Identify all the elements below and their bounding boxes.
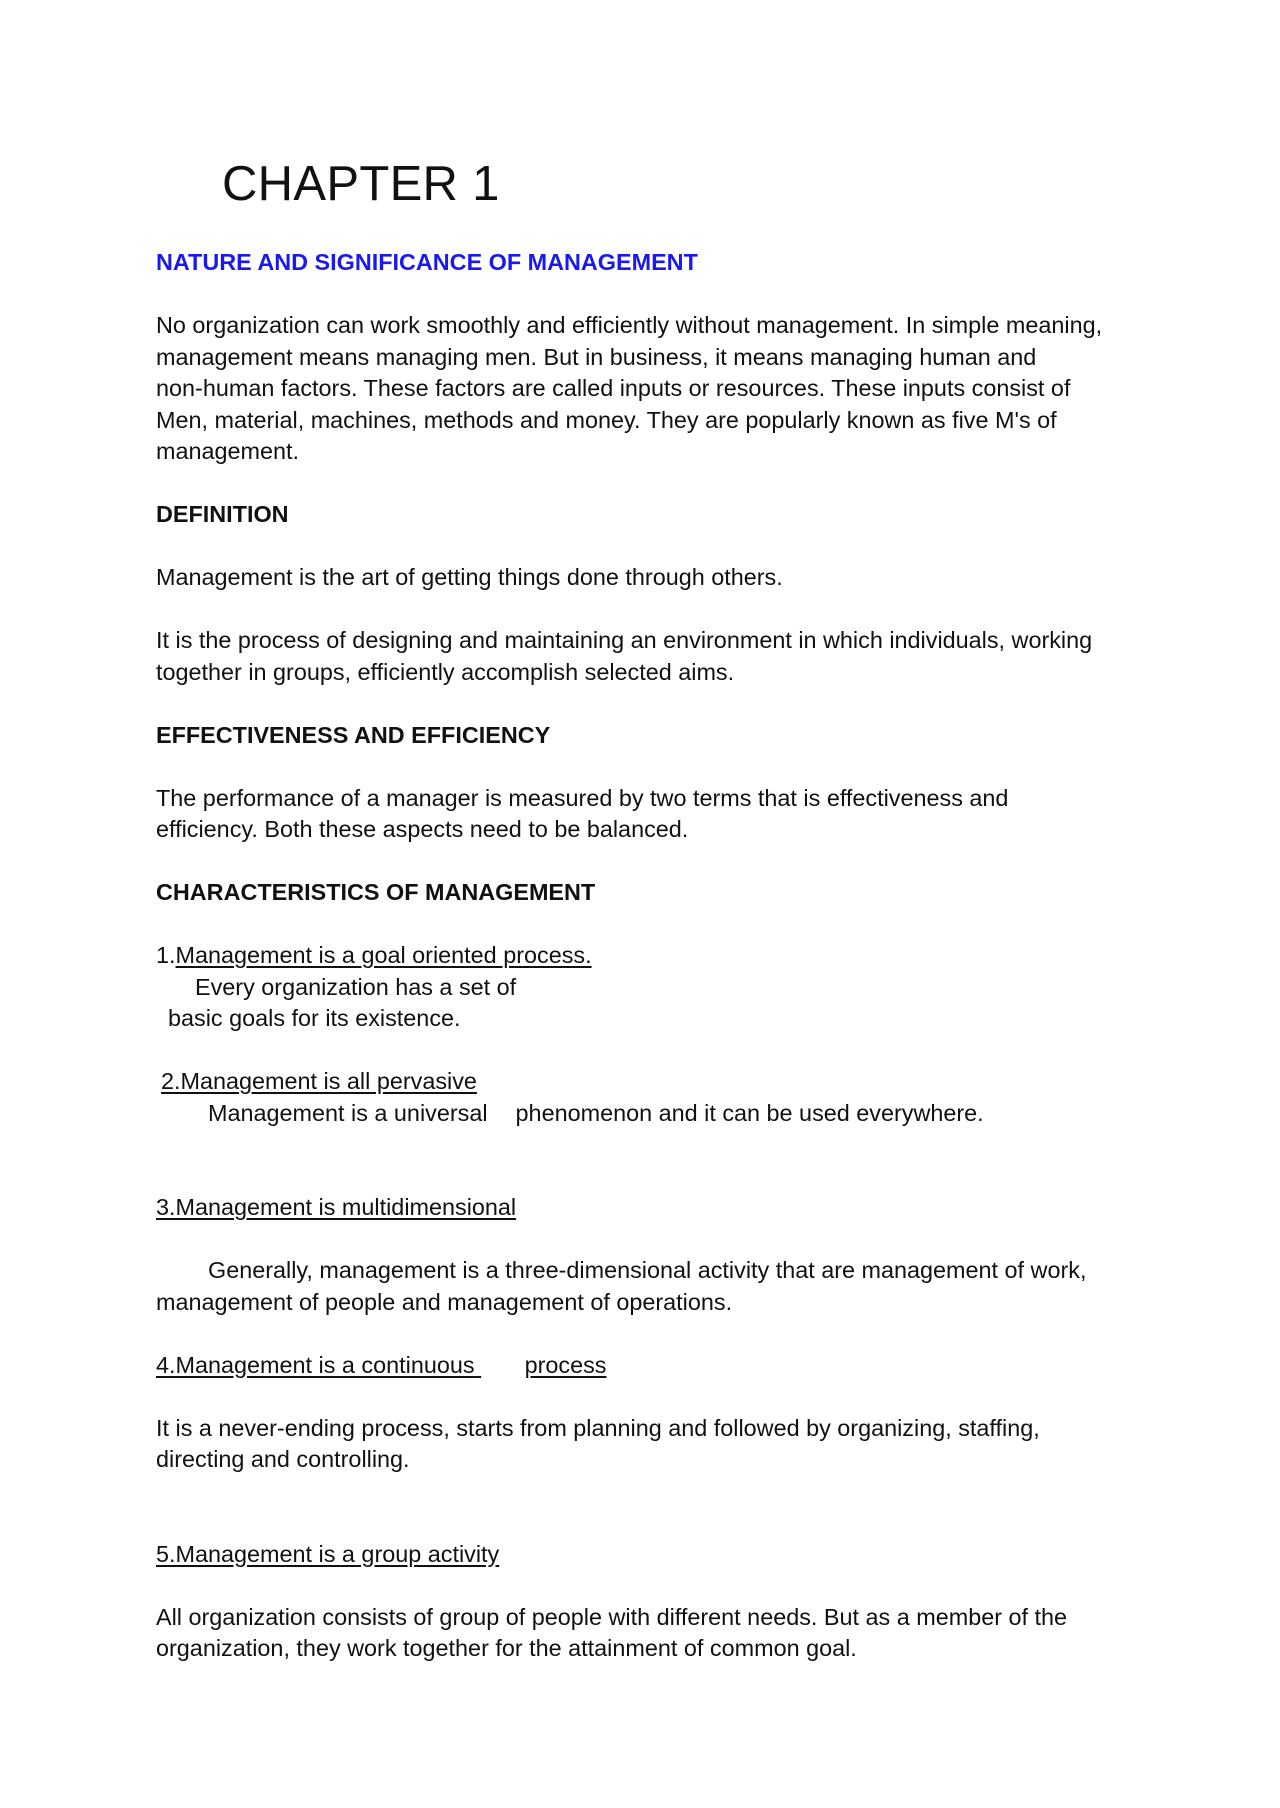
- item-title: 3.Management is multidimensional: [156, 1194, 517, 1220]
- paragraph-line: It is the process of designing and maintaining an environment in which individuals, working: [156, 627, 1093, 653]
- paragraph-line: All organization consists of group of people with different needs. But as a member of the: [156, 1603, 1068, 1630]
- characteristic-1-title: [156, 940, 1126, 972]
- characteristic-2-line: [156, 1098, 1126, 1130]
- paragraph-line: directing and controlling.: [156, 1446, 410, 1472]
- item-text: phenomenon and it can be used everywhere.: [515, 1099, 984, 1126]
- paragraph-line: It is a never-ending process, starts from planning and followed by organizing, staffing,: [156, 1414, 1040, 1441]
- item-title: 2.Management is all pervasive: [161, 1068, 477, 1094]
- paragraph-line: together in groups, efficiently accomplish selected aims.: [156, 658, 735, 685]
- characteristic-5-title: [156, 1539, 1126, 1571]
- item-title: 5.Management is a group activity: [156, 1540, 500, 1567]
- characteristic-1-line: basic goals for its existence.: [168, 1005, 461, 1031]
- intro-line: management.: [156, 438, 300, 464]
- intro-line: No organization can work smoothly and efficiently without management. In simple meaning,: [156, 312, 1103, 338]
- characteristic-5-paragraph: [156, 1602, 1126, 1665]
- paragraph-line: efficiency. Both these aspects need to be balanced.: [156, 816, 689, 842]
- item-title: process: [524, 1351, 607, 1378]
- intro-line: Men, material, machines, methods and money. They are popularly known as five M's of: [156, 406, 1057, 433]
- paragraph-line: The performance of a manager is measured by two terms that is effectiveness and: [156, 784, 1009, 811]
- characteristics-heading: CHARACTERISTICS OF MANAGEMENT: [156, 879, 596, 905]
- document-body: [156, 247, 1126, 1665]
- effectiveness-heading: EFFECTIVENESS AND EFFICIENCY: [156, 721, 551, 748]
- effectiveness-paragraph: [156, 783, 1126, 846]
- characteristic-2-title: [156, 1066, 1126, 1098]
- section-title: NATURE AND SIGNIFICANCE OF MANAGEMENT: [156, 249, 698, 275]
- characteristic-4-paragraph: [156, 1413, 1126, 1476]
- item-text: Management is a universal: [208, 1099, 488, 1126]
- chapter-title: CHAPTER 1: [222, 157, 500, 211]
- intro-line: non-human factors. These factors are called inputs or resources. These inputs consist of: [156, 375, 1071, 401]
- item-title: 4.Management is a continuous: [156, 1351, 475, 1378]
- item-title: Management is a goal oriented process.: [175, 942, 592, 968]
- characteristic-4-title: [156, 1350, 1126, 1382]
- characteristic-3-title: [156, 1192, 1126, 1224]
- characteristic-1-line: Every organization has a set of: [195, 973, 517, 1000]
- paragraph-line: organization, they work together for the attainment of common goal.: [156, 1635, 857, 1661]
- characteristic-3-line: Generally, management is a three-dimensional activity that are management of work,: [208, 1257, 1087, 1283]
- definition-line: Management is the art of getting things done through others.: [156, 564, 783, 590]
- item-number: 1.: [156, 942, 176, 968]
- definition-paragraph: [156, 625, 1126, 688]
- definition-heading: DEFINITION: [156, 501, 289, 527]
- characteristic-3-line: management of people and management of operations.: [156, 1288, 733, 1315]
- intro-paragraph: [156, 310, 1126, 468]
- intro-line: management means managing men. But in business, it means managing human and: [156, 343, 1037, 370]
